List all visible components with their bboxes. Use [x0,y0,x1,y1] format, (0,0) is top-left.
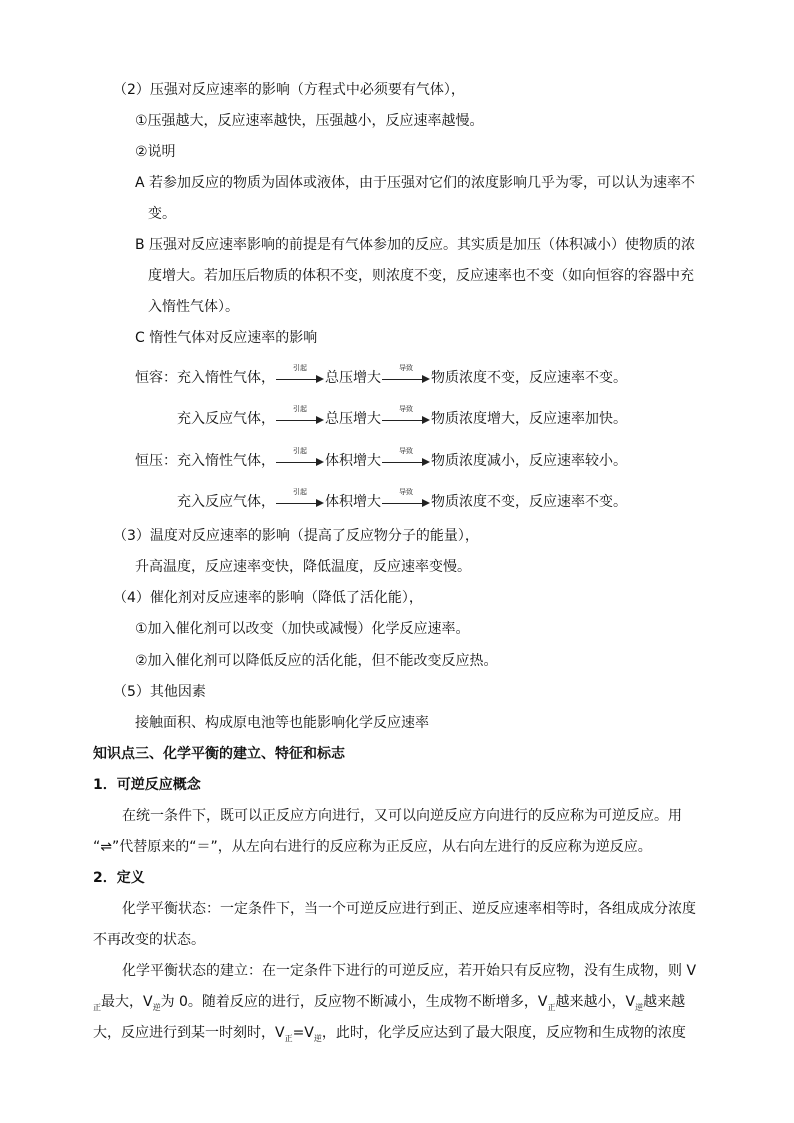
arrow-icon: 引起 [276,454,324,468]
constant-pressure-label: 恒压： [135,453,177,469]
inert-gas-row-2: 充入反应气体， 引起 总压增大 导致 物质浓度增大，反应速率加快。 [177,405,627,427]
section-2-point-2: ②说明 [135,144,176,160]
inert-gas-row-4: 充入反应气体， 引起 体积增大 导致 物质浓度不变，反应速率不变。 [177,488,627,510]
arrow-icon: 引起 [276,412,324,426]
arrow-icon: 引起 [276,495,324,509]
definition-line-1: 化学平衡状态：一定条件下，当一个可逆反应进行到正、逆反应速率相等时，各组成成分浓度 [122,901,696,917]
inert-gas-row-3: 恒压：充入惰性气体， 引起 体积增大 导致 物质浓度减小，反应速率较小。 [135,447,627,469]
establish-line-2: $_正$最大，$V_逆$为 0。随着反应的进行，反应物不断减小，生成物不断增多，$V_正$越来越小，$V_逆$越来越 [93,994,686,1012]
section-5-title: （5）其他因素 [113,684,206,700]
note-b-line-2: 度增大。若加压后物质的体积不变，则浓度不变，反应速率也不变（如向恒容的容器中充 [148,268,694,284]
note-b-line-1: B 压强对反应速率影响的前提是有气体参加的反应。其实质是加压（体积减小）使物质的浓 [135,237,696,253]
reversible-para-line-2: “⇌”代替原来的“＝”，从左向右进行的反应称为正反应，从右向左进行的反应称为逆反应。 [93,839,652,855]
section-4-title: （4）催化剂对反应速率的影响（降低了活化能）， [113,590,423,606]
arrow-icon: 引起 [276,371,324,385]
arrow-icon: 导致 [382,454,430,468]
inert-gas-row-1: 恒容：充入惰性气体， 引起 总压增大 导致 物质浓度不变，反应速率不变。 [135,364,627,386]
section-4-point-1: ①加入催化剂可以改变（加快或减慢）化学反应速率。 [135,621,470,637]
note-a-line-2: 变。 [148,206,176,222]
establish-line-3: 大，反应进行到某一时刻时，$V_正=V_逆$，此时，化学反应达到了最大限度，反应物和生成物的浓度 [93,1025,686,1043]
establish-line-1: 化学平衡状态的建立：在一定条件下进行的可逆反应，若开始只有反应物，没有生成物，则 V [122,963,697,979]
section-3-title: （3）温度对反应速率的影响（提高了反应物分子的能量）， [113,528,479,544]
definition-line-2: 不再改变的状态。 [93,932,205,948]
section-3-point-1: 升高温度，反应速率变快，降低温度，反应速率变慢。 [135,559,471,575]
note-b-line-3: 入惰性气体）。 [148,299,239,315]
arrow-icon: 导致 [382,412,430,426]
note-a-line-1: A 若参加反应的物质为固体或液体，由于压强对它们的浓度影响几乎为零，可以认为速率不 [135,175,696,191]
section-2-point-1: ①压强越大，反应速率越快，压强越小，反应速率越慢。 [135,113,484,129]
subheading-definition: 2．定义 [93,870,145,886]
arrow-icon: 导致 [382,371,430,385]
knowledge-point-3-heading: 知识点三、化学平衡的建立、特征和标志 [93,746,345,762]
section-2-title: （2）压强对反应速率的影响（方程式中必须要有气体）， [113,82,465,98]
section-4-point-2: ②加入催化剂可以降低反应的活化能，但不能改变反应热。 [135,653,498,669]
constant-volume-label: 恒容： [135,370,177,386]
arrow-icon: 导致 [382,495,430,509]
reversible-para-line-1: 在统一条件下，既可以正反应方向进行，又可以向逆反应方向进行的反应称为可逆反应。用 [122,808,682,824]
note-c-line-1: C 惰性气体对反应速率的影响 [135,330,318,346]
subheading-reversible: 1．可逆反应概念 [93,777,201,793]
section-5-point-1: 接触面积、构成原电池等也能影响化学反应速率 [135,715,429,731]
